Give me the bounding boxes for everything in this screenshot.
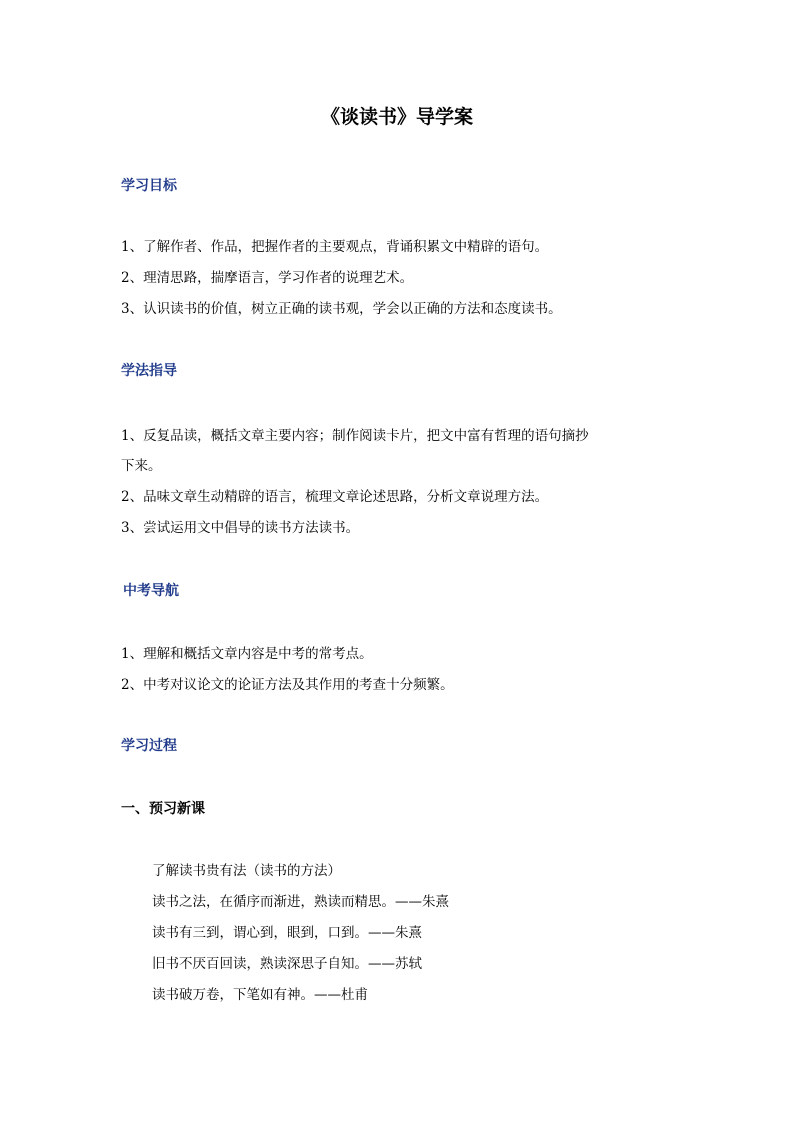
method-item: 2、品味文章生动精辟的语言，梳理文章论述思路，分析文章说理方法。 — [121, 489, 549, 505]
quote-item: 旧书不厌百回读，熟读深思子自知。——苏轼 — [152, 956, 422, 972]
section-heading-goals: 学习目标 — [121, 178, 177, 194]
goal-item: 3、认识读书的价值，树立正确的读书观，学会以正确的方法和态度读书。 — [121, 301, 562, 317]
subsection-heading-preview: 一、预习新课 — [121, 801, 205, 817]
section-heading-methods: 学法指导 — [121, 363, 177, 379]
quote-item: 读书破万卷，下笔如有神。——杜甫 — [152, 987, 368, 1003]
exam-item: 1、理解和概括文章内容是中考的常考点。 — [121, 646, 373, 662]
section-heading-process: 学习过程 — [121, 738, 177, 754]
quote-item: 读书之法，在循序而渐进，熟读而精思。——朱熹 — [152, 894, 449, 910]
method-item: 1、反复品读，概括文章主要内容；制作阅读卡片，把文中富有哲理的语句摘抄 — [121, 428, 589, 444]
method-item: 3、尝试运用文中倡导的读书方法读书。 — [121, 520, 360, 536]
section-heading-exam: 中考导航 — [123, 583, 179, 599]
method-item-continuation: 下来。 — [121, 458, 162, 474]
exam-item: 2、中考对议论文的论证方法及其作用的考查十分频繁。 — [121, 677, 454, 693]
process-item: 了解读书贵有法（读书的方法） — [152, 863, 341, 879]
goal-item: 2、理清思路，揣摩语言，学习作者的说理艺术。 — [121, 270, 414, 286]
document-title: 《谈读书》导学案 — [320, 106, 473, 128]
goal-item: 1、了解作者、作品，把握作者的主要观点，背诵积累文中精辟的语句。 — [121, 239, 549, 255]
quote-item: 读书有三到，谓心到，眼到，口到。——朱熹 — [152, 925, 422, 941]
